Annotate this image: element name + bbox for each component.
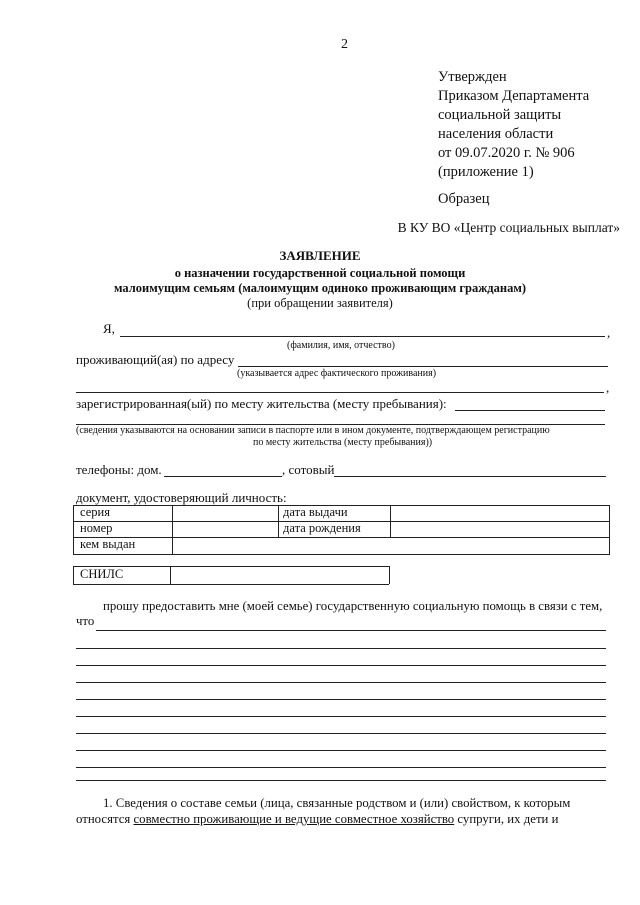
approval-line: от 09.07.2020 г. № 906 [438, 145, 575, 161]
mobile-label: , сотовый [282, 462, 335, 477]
title-line-3: малоимущим семьям (малоимущим одиноко проживающим гражданам) [114, 281, 526, 295]
comma: , [606, 380, 610, 395]
approval-line: Приказом Департамента [438, 88, 590, 104]
reason-line[interactable] [76, 665, 606, 666]
mobile-phone-field[interactable] [334, 476, 606, 477]
section1-pre: относятся [76, 812, 131, 826]
reg-hint-1: (сведения указываются на основании записи в паспорте или в ином документе, подтверждающем регистрацию [76, 425, 550, 436]
registered-label: зарегистрированная(ый) по месту жительства (месту пребывания): [76, 396, 447, 411]
name-hint: (фамилия, имя, отчество) [287, 340, 395, 351]
section1-line-1: 1. Сведения о составе семьи (лица, связанные родством и (или) свойством, к которым [103, 796, 571, 810]
approval-line: Утвержден [438, 69, 507, 85]
address-field-2[interactable] [76, 392, 604, 393]
section1-line-2 [76, 812, 558, 827]
page-number: 2 [341, 37, 348, 52]
address-field[interactable] [238, 366, 608, 367]
document-title: ЗАЯВЛЕНИЕ [279, 248, 361, 263]
reason-line[interactable] [76, 682, 606, 683]
name-field[interactable] [120, 336, 605, 337]
i-label: Я, [103, 321, 115, 336]
request-line-1: прошу предоставить мне (моей семье) государственную социальную помощь в связи с тем, [103, 599, 603, 613]
reason-line[interactable] [76, 767, 606, 768]
registered-field[interactable] [455, 410, 605, 411]
birth-date-label: дата рождения [283, 521, 361, 535]
reason-line[interactable] [96, 630, 606, 631]
snils-label: СНИЛС [80, 567, 124, 581]
section1-underlined: совместно проживающие и ведущие совместное хозяйство [133, 812, 455, 826]
request-line-2: что [76, 614, 95, 628]
reason-line[interactable] [76, 716, 606, 717]
approval-line: населения области [438, 126, 554, 142]
reason-line[interactable] [76, 699, 606, 700]
series-label: серия [80, 505, 110, 519]
issue-date-label: дата выдачи [283, 505, 348, 519]
reg-hint-2: по месту жительства (месту пребывания)) [253, 437, 433, 448]
id-doc-label: документ, удостоверяющий личность: [76, 490, 287, 505]
title-line-4: (при обращении заявителя) [247, 296, 393, 310]
approval-block [438, 68, 589, 182]
approval-line: (приложение 1) [438, 164, 534, 180]
home-phone-field[interactable] [164, 476, 282, 477]
address-label: проживающий(ая) по адресу [76, 352, 235, 367]
sample-label: Образец [438, 191, 490, 207]
number-label: номер [80, 521, 113, 535]
recipient: В КУ ВО «Центр социальных выплат» [397, 220, 620, 235]
reason-line[interactable] [76, 733, 606, 734]
section1-post: супруги, их дети и [457, 812, 559, 826]
issued-by-label: кем выдан [80, 537, 136, 551]
approval-line: социальной защиты [438, 107, 562, 123]
reason-line[interactable] [76, 648, 606, 649]
phone-label: телефоны: дом. [76, 462, 162, 477]
address-hint: (указывается адрес фактического проживания) [237, 368, 437, 379]
title-line-2: о назначении государственной социальной помощи [174, 266, 466, 280]
reason-line[interactable] [76, 780, 606, 781]
comma: , [607, 325, 611, 340]
reason-line[interactable] [76, 750, 606, 751]
